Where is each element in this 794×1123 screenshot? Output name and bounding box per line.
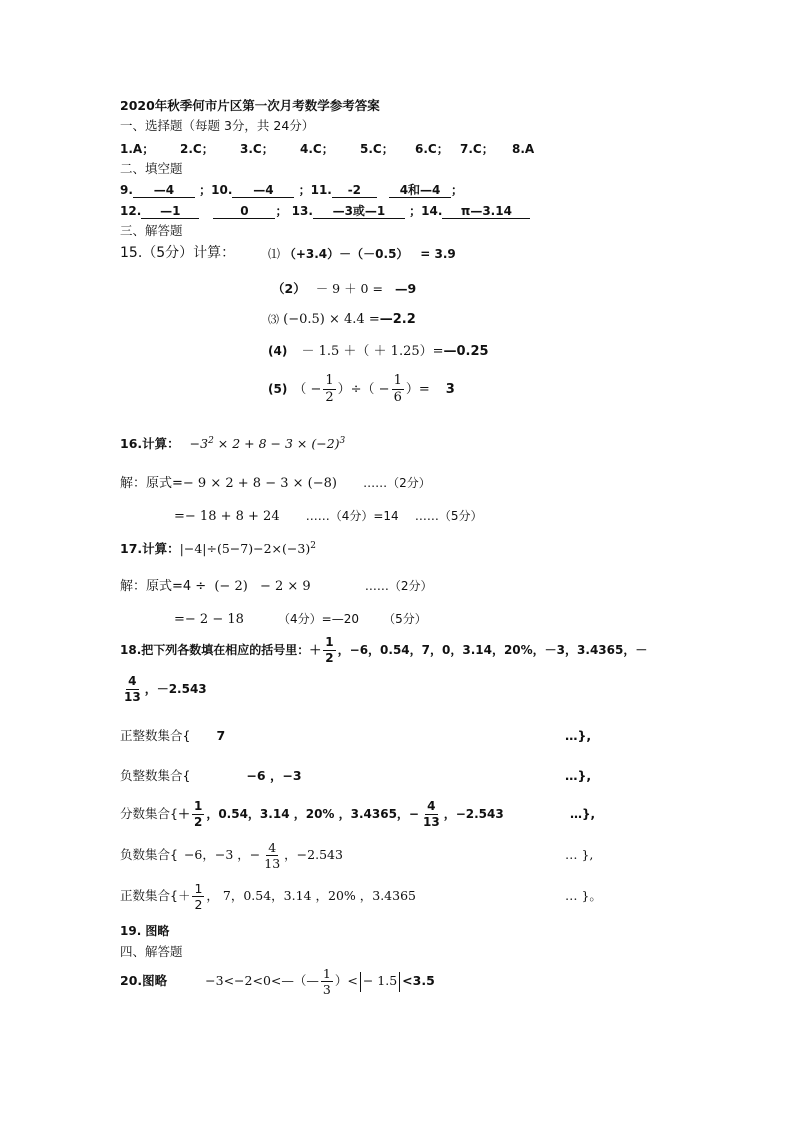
part-number: ⑶	[268, 313, 279, 326]
inequality-part: <3.5	[402, 973, 435, 989]
inequality-part: −3<−2<0<—（—	[205, 973, 319, 989]
exponent: 3	[339, 436, 346, 446]
numerator: 1	[193, 799, 203, 813]
choice-answer-1: 1.A；	[120, 142, 155, 156]
set-negative-integers	[120, 770, 590, 783]
expr-part: −3	[189, 436, 209, 452]
choice-answer-8: 8.A	[512, 142, 535, 156]
q17-solution-1	[120, 580, 432, 593]
fraction	[323, 374, 335, 404]
set-label: 正数集合{	[120, 888, 178, 904]
denominator: 13	[264, 856, 281, 872]
solution-label: 解：原式=	[120, 476, 183, 491]
set-end: …},	[570, 807, 596, 822]
section-heading-choice: 一、选择题（每题 3分，共 24分）	[120, 118, 315, 133]
fraction	[421, 800, 442, 828]
set-end: …},	[565, 768, 592, 783]
score-mark: （5分）	[383, 612, 427, 626]
abs-bar-left	[360, 972, 361, 992]
q16-expression	[190, 436, 346, 451]
separator: ；	[199, 183, 212, 197]
numerator: 4	[128, 674, 137, 688]
set-label: 分数集合{	[120, 805, 178, 821]
separator: ；	[298, 183, 311, 197]
q16-solution-1	[120, 477, 431, 490]
fraction	[321, 967, 333, 996]
choice-answer-6: 6.C；	[415, 142, 449, 156]
score-mark: ……（2分）	[363, 476, 431, 490]
q11-answer-2: 4和—4	[389, 184, 451, 198]
exponent: 2	[310, 541, 316, 551]
q20-label: 20.图略	[120, 973, 168, 989]
q15-part4	[268, 345, 489, 358]
q9-label: 9.	[120, 183, 133, 197]
number-list: ，－2.543	[144, 682, 207, 697]
q13-label: 13.	[291, 204, 313, 218]
numerator: 1	[322, 966, 331, 981]
expression: － 1.5 ＋（ ＋ 1.25）=	[301, 344, 444, 359]
solution-step: − 2 × 9	[259, 579, 311, 594]
document-title: 2020年秋季何市片区第一次月考数学参考答案	[120, 98, 380, 113]
denominator: 2	[194, 897, 203, 913]
choice-answer-2: 2.C；	[180, 142, 214, 156]
expression: (−0.5) × 4.4 =	[283, 312, 380, 327]
set-values: −6 ，−3	[246, 768, 302, 783]
set-end: … },	[565, 847, 594, 863]
denominator: 2	[193, 814, 203, 829]
choice-answer-4: 4.C；	[300, 142, 334, 156]
q10-label: 10.	[211, 183, 233, 197]
q11-answer-1: -2	[332, 184, 377, 198]
q16-line	[120, 437, 345, 451]
set-values: ，−2.543	[284, 847, 343, 863]
set-values: ，−2.543	[443, 807, 504, 822]
numerator: 4	[427, 799, 436, 813]
denominator: 2	[325, 650, 334, 665]
q12-answer-1: —1	[141, 205, 199, 219]
set-end: …},	[565, 728, 592, 743]
fill-row-1	[120, 184, 463, 198]
numerator: 1	[393, 373, 402, 388]
answer: 3	[445, 381, 455, 397]
set-values: ，0.54，3.14 ，20% ，3.4365，−	[206, 807, 419, 822]
fraction	[262, 841, 282, 870]
q18-label: 18.把下列各数填在相应的括号里：	[120, 643, 310, 658]
part-number: (4)	[268, 344, 288, 358]
set-label: 正整数集合{	[120, 728, 191, 743]
choice-answer-7: 7.C；	[460, 142, 494, 156]
q12-answer-2: 0	[213, 205, 275, 219]
q18-line-2	[120, 675, 207, 703]
solution-step: =− 18 + 8 + 24	[174, 509, 280, 524]
fraction	[323, 636, 335, 664]
q16-solution-2	[174, 510, 482, 523]
fraction	[192, 800, 204, 828]
q14-answer: π—3.14	[442, 205, 530, 219]
exponent: 2	[208, 436, 214, 446]
fill-row-2	[120, 205, 530, 219]
part-number: （2）	[272, 281, 306, 296]
set-positives	[120, 882, 610, 911]
separator: ；	[409, 204, 422, 218]
set-label: 负整数集合{	[120, 768, 191, 783]
q18-line-1	[120, 636, 647, 664]
q20-line	[120, 967, 435, 996]
plus-sign: ＋	[177, 807, 190, 822]
q17-line	[120, 542, 316, 556]
set-negatives	[120, 841, 600, 870]
solution-step: (− 2)	[214, 579, 248, 594]
set-values: ， 7，0.54，3.14 ，20% ，3.4365	[206, 888, 416, 904]
denominator: 2	[325, 389, 334, 405]
expr-part: × 2 + 8 − 3 ×	[213, 436, 312, 452]
set-end: … }。	[565, 888, 602, 904]
q17-label: 17.计算：	[120, 541, 180, 557]
inequality-part: ）<	[334, 973, 358, 989]
set-values: 7	[216, 728, 226, 743]
fraction	[192, 882, 204, 911]
score-mark: ……（5分）	[414, 509, 483, 523]
plus-sign: ＋	[309, 643, 322, 658]
section-heading-solve-2: 四、解答题	[120, 944, 183, 959]
answer: —2.2	[379, 312, 416, 327]
expr-part: (−2)	[311, 436, 340, 452]
inequality-part: − 1.5	[362, 973, 398, 989]
q15-part1	[268, 248, 456, 260]
q9-answer: —4	[133, 184, 195, 198]
set-positive-integers	[120, 730, 590, 743]
q12-label: 12.	[120, 204, 142, 218]
fraction	[122, 675, 143, 703]
choice-answer-5: 5.C；	[360, 142, 394, 156]
plus-sign: ＋	[177, 888, 191, 904]
q15-part3	[268, 313, 416, 326]
separator: ；	[275, 204, 288, 218]
numerator: 1	[325, 373, 334, 388]
numerator: 1	[325, 635, 334, 649]
abs-bar-right	[399, 972, 400, 992]
score-mark: （4分）=—20	[278, 612, 359, 626]
section-heading-solve: 三、解答题	[120, 223, 183, 238]
denominator: 6	[393, 389, 402, 405]
q15-part5	[268, 374, 455, 404]
expression: （+3.4）－（－0.5）	[283, 247, 409, 261]
answer: —9	[394, 281, 417, 296]
number-list: ，−6，0.54，7，0，3.14，20%，－3，3.4365，－	[337, 643, 648, 658]
section-heading-fill: 二、填空题	[120, 161, 183, 176]
part-number: ⑴	[268, 247, 281, 261]
q13-answer: —3或—1	[313, 205, 405, 219]
q19-line: 19. 图略	[120, 924, 170, 938]
q14-label: 14.	[421, 204, 443, 218]
q17-expression: |−4|÷(5−7)−2×(−3)	[179, 541, 311, 557]
denominator: 13	[422, 814, 440, 829]
set-label: 负数集合{	[120, 847, 178, 863]
score-mark: ……（2分）	[364, 579, 433, 593]
score-mark: ……（4分）=14	[305, 509, 399, 523]
q15-label: 15.（5分）计算：	[120, 245, 236, 261]
set-values: −6，−3 ，−	[183, 847, 261, 863]
fraction	[392, 374, 404, 404]
choice-answer-3: 3.C；	[240, 142, 274, 156]
numerator: 4	[268, 840, 277, 855]
part-number: (5)	[268, 382, 288, 397]
solution-step: =− 2 − 18	[174, 612, 244, 627]
solution-label: 解：原式=4 ÷	[120, 579, 207, 594]
set-fractions	[120, 800, 600, 828]
expression-part: ）÷（ −	[337, 381, 390, 397]
expression: － 9 ＋ 0 =	[315, 281, 383, 296]
separator: ；	[451, 183, 464, 197]
q10-answer: —4	[232, 184, 294, 198]
numerator: 1	[194, 881, 203, 896]
denominator: 3	[322, 982, 331, 998]
solution-step: − 9 × 2 + 8 − 3 × (−8)	[182, 476, 337, 491]
q11-label: 11.	[310, 183, 332, 197]
q16-label: 16.计算：	[120, 436, 180, 452]
expression-part: （ −	[293, 381, 322, 397]
q17-solution-2	[174, 613, 427, 626]
answer: —0.25	[443, 344, 489, 359]
expression-part: ）=	[405, 381, 430, 397]
answer: = 3.9	[420, 247, 456, 261]
q15-part2	[272, 283, 416, 296]
denominator: 13	[124, 689, 141, 704]
